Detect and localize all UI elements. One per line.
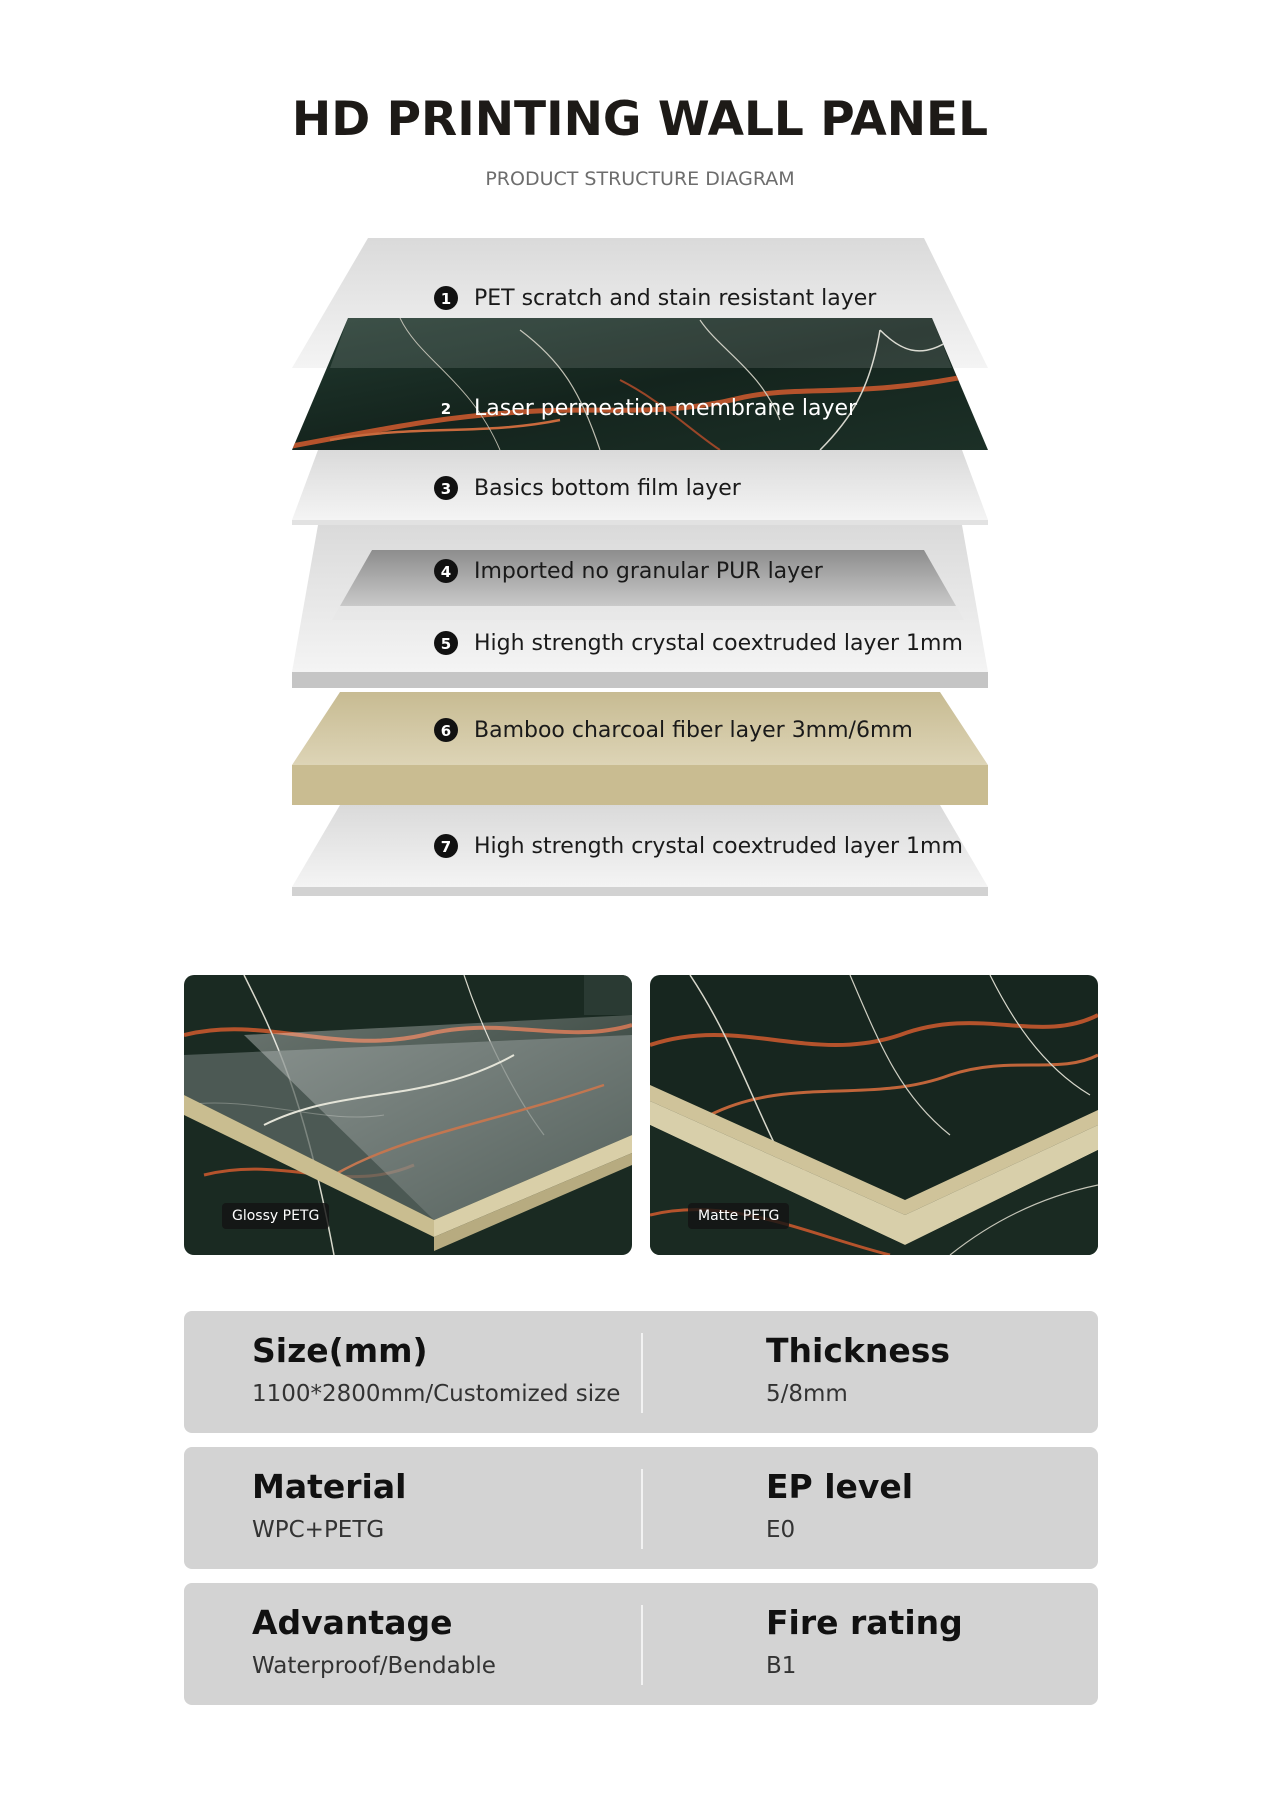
spec-value: 5/8mm [766, 1381, 848, 1407]
layer-2-label-group [441, 396, 858, 421]
spec-name: Size(mm) [252, 1331, 428, 1370]
spec-row-material-ep [184, 1447, 1098, 1569]
spec-row-advantage-fire [184, 1583, 1098, 1705]
spec-value: E0 [766, 1517, 796, 1543]
layer-3-label-group [434, 476, 742, 501]
spec-divider [641, 1333, 643, 1413]
matte-petg-sample [650, 975, 1098, 1255]
spec-size [252, 1331, 620, 1407]
spec-name: Advantage [252, 1603, 453, 1642]
spec-material [252, 1467, 406, 1543]
glossy-petg-sample [184, 975, 632, 1255]
layer-2-number: 2 [440, 400, 452, 418]
layer-4-label: Imported no granular PUR layer [474, 559, 823, 584]
layer-4-label-group [434, 559, 824, 584]
spec-value: Waterproof/Bendable [252, 1653, 496, 1679]
layer-3-label: Basics bottom film layer [474, 476, 741, 501]
layer-7-number: 7 [440, 838, 452, 856]
layer-7-label-group [434, 834, 963, 859]
layer-1-number: 1 [440, 290, 452, 308]
glossy-petg-tag: Glossy PETG [222, 1203, 329, 1229]
layer-5-number: 5 [440, 635, 452, 653]
page-subtitle: PRODUCT STRUCTURE DIAGRAM [485, 168, 795, 190]
layer-1-label: PET scratch and stain resistant layer [474, 286, 877, 311]
spec-value: 1100*2800mm/Customized size [252, 1381, 621, 1407]
spec-name: Material [252, 1467, 407, 1506]
spec-name: EP level [766, 1467, 914, 1506]
spec-value: B1 [766, 1653, 797, 1679]
layer-4-number: 4 [440, 563, 452, 581]
layer-5-label: High strength crystal coextruded layer 1mm [474, 631, 963, 656]
layer-2-label: Laser permeation membrane layer [474, 396, 858, 421]
spec-thickness [766, 1331, 950, 1407]
spec-divider [641, 1469, 643, 1549]
spec-row-size-thickness [184, 1311, 1098, 1433]
layer-6-label-group [434, 718, 913, 743]
spec-advantage [252, 1603, 496, 1679]
spec-fire-rating [766, 1603, 963, 1679]
layer-7-label: High strength crystal coextruded layer 1mm [474, 834, 963, 859]
spec-value: WPC+PETG [252, 1517, 385, 1543]
layer-1-label-group [434, 286, 877, 311]
layer-6-label: Bamboo charcoal fiber layer 3mm/6mm [474, 718, 913, 743]
spec-name: Thickness [766, 1331, 950, 1370]
spec-divider [641, 1605, 643, 1685]
spec-name: Fire rating [766, 1603, 963, 1642]
layer-5-label-group [434, 631, 963, 656]
page-title: HD PRINTING WALL PANEL [291, 92, 989, 147]
spec-ep-level [766, 1467, 913, 1543]
layer-6-number: 6 [440, 722, 452, 740]
layer-3-number: 3 [440, 480, 452, 498]
matte-petg-tag: Matte PETG [688, 1203, 789, 1229]
